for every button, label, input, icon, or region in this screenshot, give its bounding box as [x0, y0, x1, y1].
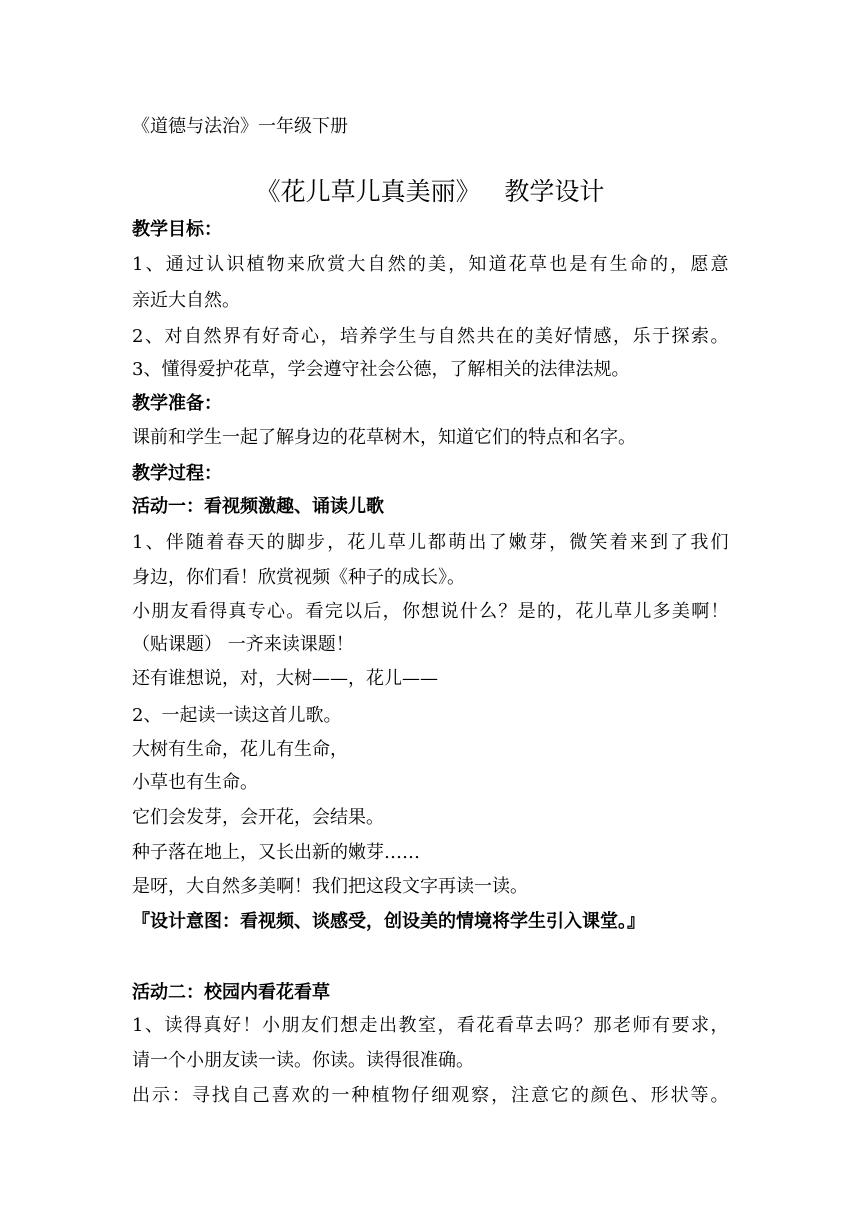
objectives-heading: 教学目标： [132, 219, 222, 240]
objective-line: 2、对自然界有好奇心，培养学生与自然共在的美好情感，乐于探索。 [132, 326, 729, 347]
activity1-heading: 活动一：看视频激趣、诵读儿歌 [132, 496, 384, 517]
objective-line: 亲近大自然。 [132, 290, 240, 311]
document-header: 《道德与法治》一年级下册 [132, 116, 348, 137]
activity1-line: 1、伴随着春天的脚步，花儿草儿都萌出了嫩芽，微笑着来到了我们 [132, 532, 729, 553]
activity1-line: 小朋友看得真专心。看完以后，你想说什么？是的，花儿草儿多美啊！ [132, 601, 729, 622]
activity1-line: 还有谁想说，对，大树——，花儿—— [132, 668, 438, 689]
activity1-line: （贴课题） 一齐来读课题！ [132, 634, 354, 655]
activity1-line: 它们会发芽，会开花，会结果。 [132, 807, 384, 828]
preparation-text: 课前和学生一起了解身边的花草树木，知道它们的特点和名字。 [132, 427, 636, 448]
activity2-line: 1、读得真好！小朋友们想走出教室，看花看草去吗？那老师有要求， [132, 1015, 729, 1036]
activity1-line: 2、一起读一读这首儿歌。 [132, 705, 342, 726]
process-heading: 教学过程： [132, 463, 222, 484]
objective-line: 1、通过认识植物来欣赏大自然的美，知道花草也是有生命的，愿意 [132, 254, 729, 275]
activity1-line: 种子落在地上，又长出新的嫩芽…… [132, 842, 420, 863]
activity1-line: 身边，你们看！欣赏视频《种子的成长》。 [132, 567, 465, 588]
activity2-line: 请一个小朋友读一读。你读。读得很准确。 [132, 1050, 474, 1071]
activity2-line: 出示：寻找自己喜欢的一种植物仔细观察，注意它的颜色、形状等。 [132, 1085, 729, 1106]
design-intent: 『设计意图：看视频、谈感受，创设美的情境将学生引入课堂。』 [132, 911, 645, 932]
activity1-line: 小草也有生命。 [132, 772, 258, 793]
objective-line: 3、懂得爱护花草，学会遵守社会公德，了解相关的法律法规。 [132, 359, 630, 380]
document-title: 《花儿草儿真美丽》 教学设计 [255, 177, 605, 206]
activity1-line: 是呀，大自然多美啊！我们把这段文字再读一读。 [132, 876, 528, 897]
preparation-heading: 教学准备： [132, 393, 222, 414]
activity2-heading: 活动二：校园内看花看草 [132, 982, 330, 1003]
activity1-line: 大树有生命，花儿有生命， [132, 739, 348, 760]
